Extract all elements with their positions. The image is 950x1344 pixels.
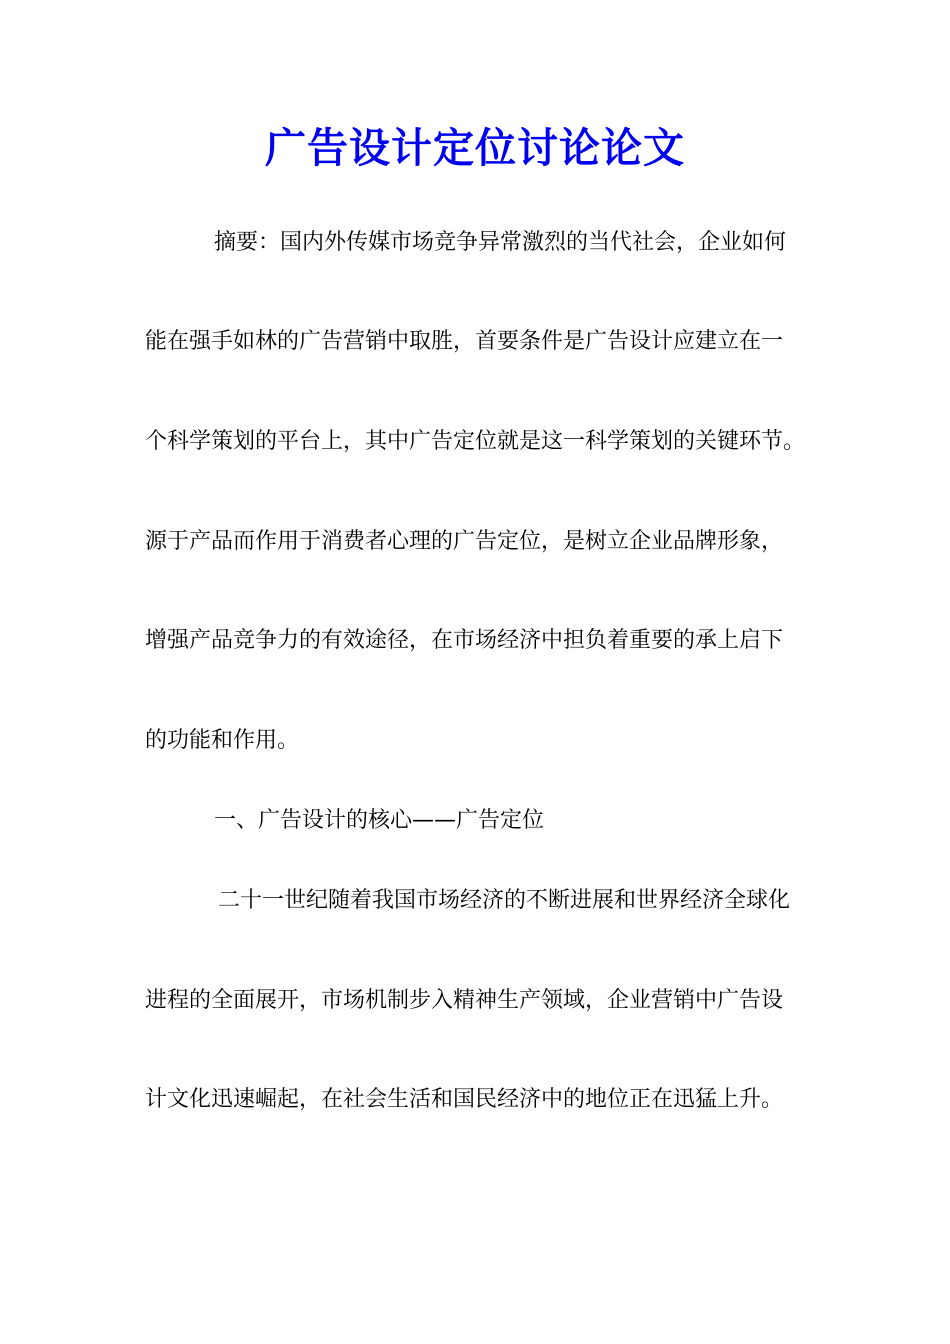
body-line-3: 计文化迅速崛起，在社会生活和国民经济中的地位正在迅猛上升。 — [145, 1087, 784, 1112]
document-title: 广告设计定位讨论论文 — [265, 124, 685, 172]
abstract-line-1: 摘要：国内外传媒市场竞争异常激烈的当代社会，企业如何 — [214, 230, 787, 255]
body-line-1: 二十一世纪随着我国市场经济的不断进展和世界经济全球化 — [218, 888, 791, 913]
section-heading: 一、广告设计的核心——广告定位 — [214, 808, 545, 833]
body-line-2: 进程的全面展开，市场机制步入精神生产领域，企业营销中广告设 — [145, 988, 784, 1013]
abstract-line-2: 能在强手如林的广告营销中取胜，首要条件是广告设计应建立在一 — [145, 329, 784, 354]
abstract-line-3: 个科学策划的平台上，其中广告定位就是这一科学策划的关键环节。 — [145, 429, 806, 454]
abstract-line-4: 源于产品而作用于消费者心理的广告定位，是树立企业品牌形象， — [145, 529, 784, 554]
abstract-line-5: 增强产品竞争力的有效途径，在市场经济中担负着重要的承上启下 — [145, 628, 784, 653]
abstract-line-6: 的功能和作用。 — [145, 728, 300, 753]
